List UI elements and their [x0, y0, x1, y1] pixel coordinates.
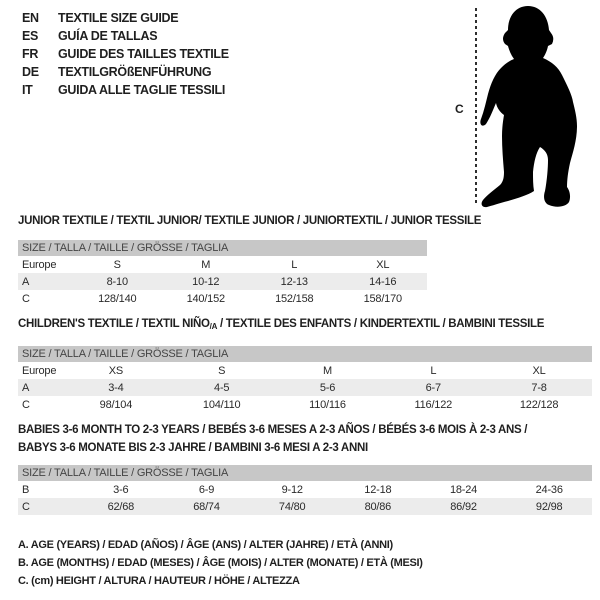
size-header-bar: SIZE / TALLA / TAILLE / GRÖSSE / TAGLIA	[18, 240, 427, 256]
table-cell: 92/98	[535, 500, 563, 513]
table-cell: 9-12	[281, 483, 303, 496]
toddler-silhouette-icon	[478, 0, 600, 210]
language-title: GUÍA DE TALLAS	[58, 29, 158, 43]
language-title: TEXTILGRÖßENFÜHRUNG	[58, 65, 212, 79]
language-title: GUIDA ALLE TAGLIE TESSILI	[58, 83, 226, 97]
table-cell: M	[201, 258, 211, 271]
row-label-cell: B	[22, 483, 30, 496]
babies-section-title	[18, 421, 527, 457]
children-title-suffix: / TEXTILE DES ENFANTS / KINDERTEXTIL / BAMBINI TESSILE	[217, 318, 545, 330]
language-code: DE	[22, 65, 39, 79]
table-cell: 24-36	[535, 483, 563, 496]
babies-title-line1: BABIES 3-6 MONTH TO 2-3 YEARS / BEBÉS 3-6 MESES A 2-3 AÑOS / BÉBÉS 3-6 MOIS À 2-3 ANS /	[18, 424, 528, 436]
table-cell: 10-12	[192, 275, 220, 288]
language-code: IT	[22, 83, 33, 97]
language-row-en	[22, 9, 229, 27]
table-cell: XS	[108, 364, 124, 377]
row-label-cell: C	[22, 398, 30, 411]
table-cell: L	[291, 258, 298, 271]
children-title-subscript: /A	[209, 322, 218, 331]
table-row-age-months	[18, 481, 592, 498]
table-cell: 152/158	[275, 292, 314, 305]
table-cell: 62/68	[107, 500, 135, 513]
language-row-fr	[22, 45, 229, 63]
table-cell: 116/122	[414, 398, 453, 411]
table-cell: 122/128	[519, 398, 559, 411]
size-header-bar: SIZE / TALLA / TAILLE / GRÖSSE / TAGLIA	[18, 346, 592, 362]
table-cell: 3-4	[108, 381, 124, 394]
language-row-es	[22, 27, 229, 45]
height-measure-label: C	[455, 102, 464, 116]
table-cell: 3-6	[113, 483, 129, 496]
table-cell: 68/74	[193, 500, 220, 513]
table-row-age	[18, 379, 592, 396]
footnote-list	[18, 536, 423, 590]
footnote-b: B. AGE (MONTHS) / EDAD (MESES) / ÂGE (MOIS) / ALTER (MONATE) / ETÀ (MESI)	[18, 557, 423, 569]
table-cell: XL	[532, 364, 546, 377]
table-cell: 98/104	[99, 398, 133, 411]
footnote-c: C. (cm) HEIGHT / ALTURA / HAUTEUR / HÖHE / ALTEZZA	[18, 575, 300, 587]
table-cell: 12-18	[364, 483, 392, 496]
row-label-cell: Europe	[22, 364, 57, 377]
children-title-prefix: CHILDREN'S TEXTILE / TEXTIL NIÑO	[18, 318, 210, 330]
row-label-cell: C	[22, 292, 30, 305]
table-row-europe	[18, 362, 592, 379]
table-cell: L	[430, 364, 437, 377]
table-cell: 7-8	[531, 381, 547, 394]
table-cell: M	[323, 364, 332, 377]
row-label-cell: Europe	[22, 258, 57, 271]
table-row-height	[18, 498, 592, 515]
table-cell: 104/110	[202, 398, 241, 411]
size-header-bar: SIZE / TALLA / TAILLE / GRÖSSE / TAGLIA	[18, 465, 592, 481]
children-section-title	[18, 315, 544, 336]
table-row-age	[18, 273, 427, 290]
table-cell: S	[113, 258, 121, 271]
language-title: GUIDE DES TAILLES TEXTILE	[58, 47, 229, 61]
children-size-table	[18, 346, 592, 413]
table-cell: 140/152	[186, 292, 225, 305]
table-row-height	[18, 290, 427, 307]
table-row-europe	[18, 256, 427, 273]
table-cell: 6-7	[425, 381, 441, 394]
table-row-height	[18, 396, 592, 413]
table-cell: 86/92	[450, 500, 477, 513]
table-cell: 74/80	[278, 500, 306, 513]
row-label-cell: C	[22, 500, 30, 513]
language-title-list	[22, 9, 229, 99]
table-cell: 12-13	[280, 275, 308, 288]
language-title: TEXTILE SIZE GUIDE	[58, 11, 179, 25]
table-cell: 6-9	[198, 483, 215, 496]
language-row-it	[22, 81, 229, 99]
babies-title-line2: BABYS 3-6 MONATE BIS 2-3 JAHRE / BAMBINI 3-6 MESI A 2-3 ANNI	[18, 442, 368, 454]
table-cell: 4-5	[214, 381, 230, 394]
table-cell: 80/86	[364, 500, 392, 513]
language-code: ES	[22, 29, 39, 43]
table-cell: XL	[376, 258, 390, 271]
language-code: FR	[22, 47, 39, 61]
junior-size-table	[18, 240, 427, 307]
babies-size-table	[18, 465, 592, 515]
table-cell: 18-24	[449, 483, 478, 496]
junior-section-title: JUNIOR TEXTILE / TEXTIL JUNIOR/ TEXTILE JUNIOR / JUNIORTEXTIL / JUNIOR TESSILE	[18, 215, 482, 227]
row-label-cell: A	[22, 381, 30, 394]
table-cell: 5-6	[319, 381, 336, 394]
table-cell: 14-16	[369, 275, 397, 288]
table-cell: 110/116	[309, 398, 346, 411]
table-cell: 128/140	[98, 292, 137, 305]
table-cell: S	[218, 364, 226, 377]
table-cell: 8-10	[106, 275, 128, 288]
height-measure-dashed-line	[475, 8, 477, 206]
footnote-a: A. AGE (YEARS) / EDAD (AÑOS) / ÂGE (ANS) / ALTER (JAHRE) / ETÀ (ANNI)	[18, 539, 393, 551]
language-code: EN	[22, 11, 39, 25]
table-cell: 158/170	[363, 292, 402, 305]
row-label-cell: A	[22, 275, 30, 288]
language-row-de	[22, 63, 229, 81]
